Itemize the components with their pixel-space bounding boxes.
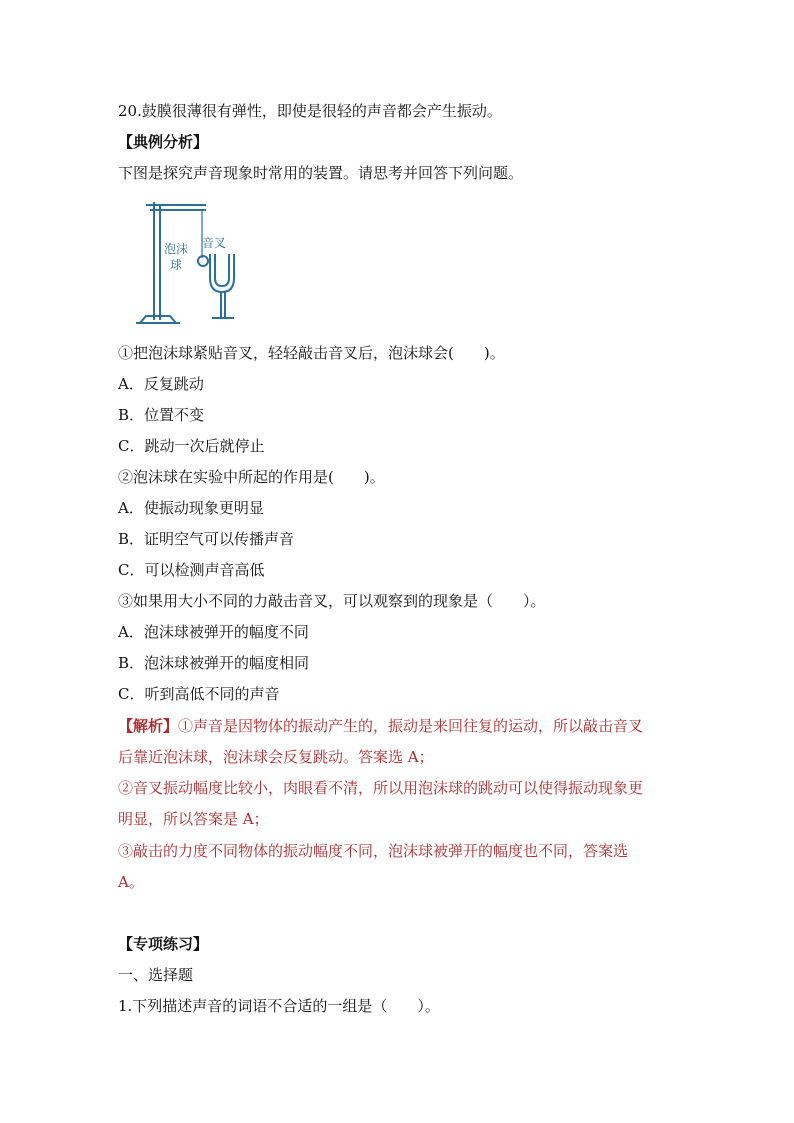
question-1-option-b: B．位置不变 (118, 406, 205, 424)
question-2: ②泡沫球在实验中所起的作用是( )。 (118, 468, 385, 486)
analysis-line-2: ②音叉振动幅度比较小，肉眼看不清，所以用泡沫球的跳动可以使得振动现象更 (118, 779, 644, 797)
fork-prong-inner (215, 254, 229, 286)
analysis-line-3b: A。 (118, 873, 144, 891)
item-20: 20.鼓膜很薄很有弹性，即使是很轻的声音都会产生振动。 (118, 102, 502, 120)
example-intro: 下图是探究声音现象时常用的装置。请思考并回答下列问题。 (118, 164, 524, 182)
question-2-option-a: A．使振动现象更明显 (118, 499, 264, 517)
tuning-fork-figure (136, 196, 238, 326)
practice-question-1: 1.下列描述声音的词语不合适的一组是（ ）。 (118, 997, 440, 1015)
label-foam-ball-2: 球 (170, 258, 183, 272)
question-3-option-a: A．泡沫球被弹开的幅度不同 (118, 623, 309, 641)
foam-ball (198, 256, 208, 266)
analysis-line-2b: 明显，所以答案是 A； (118, 810, 269, 828)
question-3-option-c: C．听到高低不同的声音 (118, 685, 280, 703)
question-2-option-c: C．可以检测声音高低 (118, 561, 265, 579)
analysis-line-1 (118, 716, 643, 736)
question-1: ①把泡沫球紧贴音叉，轻轻敲击音叉后，泡沫球会( )。 (118, 344, 505, 362)
section-practice-heading: 【专项练习】 (118, 935, 209, 953)
section-choice-heading: 一、选择题 (118, 966, 194, 984)
label-foam-ball-1: 泡沫 (164, 242, 189, 256)
tuning-fork-diagram (136, 196, 238, 326)
analysis-text-1: ①声音是因物体的振动产生的，振动是来回往复的运动，所以敲击音叉 (178, 717, 644, 735)
question-3-option-b: B．泡沫球被弹开的幅度相同 (118, 654, 310, 672)
stand-base (140, 316, 176, 323)
label-tuning-fork: 音叉 (202, 236, 227, 250)
analysis-tag: 【解析】 (118, 717, 179, 735)
analysis-line-3: ③敲击的力度不同物体的振动幅度不同，泡沫球被弹开的幅度也不同，答案选 (118, 842, 629, 860)
question-1-option-c: C．跳动一次后就停止 (118, 437, 265, 455)
section-example-heading: 【典例分析】 (118, 133, 209, 151)
question-3: ③如果用大小不同的力敲击音叉，可以观察到的现象是（ ）。 (118, 592, 546, 610)
question-2-option-b: B．证明空气可以传播声音 (118, 530, 295, 548)
analysis-line-1b: 后靠近泡沫球，泡沫球会反复跳动。答案选 A； (118, 748, 434, 766)
question-1-option-a: A．反复跳动 (118, 375, 204, 393)
